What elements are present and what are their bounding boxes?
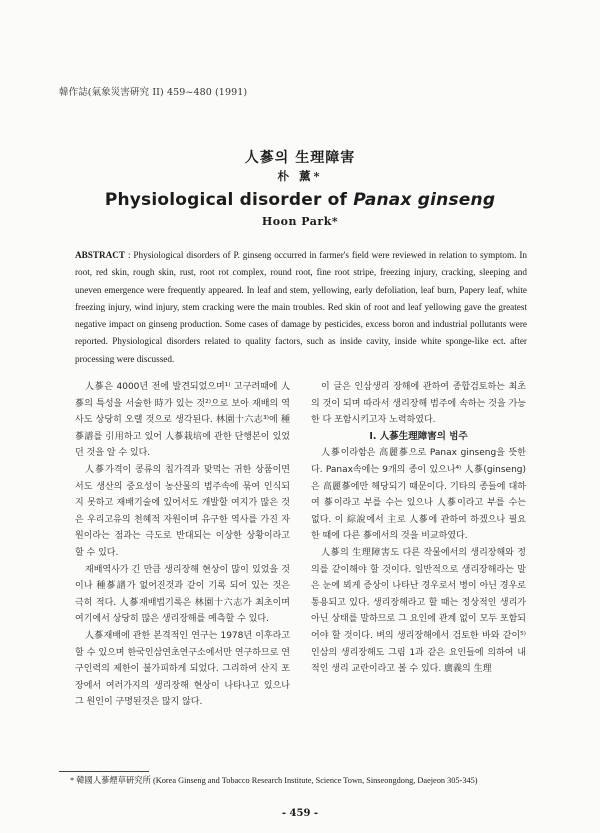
- section-heading: I. 人蔘生理障害의 범주: [369, 430, 468, 442]
- right-column: [311, 379, 526, 678]
- body-paragraph: 人蔘의 生理障害도 다른 작물에서의 생리장해와 정의를 같이해야 할 것이다. 일반적으로 생리장해라는 말은 눈에 뵈게 증상이 나타난 경우로서 병이 아닌 경우로 통용되고 있다. 생리장해라고 할 때는 정상적인 생리가 아닌 상태를 말하므로 그 요인에 관계 없이 모두 포함되어야 할 것이다. 벼의 생리장해에서 검토한 바와 같이⁵⁾ 인삼의 생리장해도 그림 1과 같은 요인들에 의하여 내적인 생리 교란이라고 볼 수 있다. 廣義의 生理: [311, 547, 526, 675]
- korean-author: 朴 薰*: [277, 169, 323, 183]
- english-title-prefix: Physiological disorder of: [104, 190, 354, 210]
- abstract-text: : Physiological disorders of P. ginseng occurred in farmer's field were reviewed in relation to symptom. In root, red skin, rough skin, rust, root rot complex, round root, fine root stripe, freezing injury, cracking, sleeping and uneven emergence were frequently appeared. In leaf and stem, yellowing, early defoliation, leaf burn, Papery leaf, white freezing injury, wind injury, stem cracking were the main troubles. Red skin of root and leaf yellowing gave the greatest negative impact on ginseng production. Some cases of damage by pesticides, excess boron and industrial pollutants were reported. Physiological disorders related to quality factors, such as inside cavity, inside white sponge-like ect. after processing were discussed.: [75, 250, 528, 364]
- body-paragraph: 人蔘재배에 관한 본격적인 연구는 1978년 이후라고 할 수 있으며 한국인삼연초연구소에서만 연구하므로 연구인력의 제한이 불가피하게 되었다. 그리하여 산지 포장에서 여러가지의 생리장해 현상이 나타나고 있으나 그 원인이 구명된것은 많지 않다.: [75, 630, 290, 708]
- english-title: [0, 190, 600, 210]
- page-number: - 459 -: [281, 808, 319, 819]
- body-paragraph: 人蔘이라함은 高麗蔘으로 Panax ginseng을 뜻한다. Panax속에는 9개의 종이 있으나⁴⁾ 人蔘(ginseng)은 高麗蔘에만 해당되기 때문이다. 기타의 종들에 대하여 蔘이라고 부를 수는 있으나 人蔘이라고 부를 수는 없다. 이 綜說에서 主로 人蔘에 관하여 하겠으나 필요한 때에 다른 蔘에서의 것을 비교하였다.: [311, 448, 526, 542]
- body-paragraph: 人蔘가격이 콩류의 칩가격과 맞먹는 귀한 상품이면서도 생산의 중요성이 농산물의 범주속에 묶여 인식되지 못하고 재배기술에 있어서도 개발할 여지가 많은 것은 우리고유의 천혜적 자원이며 유구한 역사를 가진 자원이라는 점과는 극도로 반대되는 이상한 상황이라고 할 수 있다.: [75, 464, 290, 558]
- english-title-species: Panax ginseng: [353, 190, 496, 210]
- footnote: * 韓國人蔘煙草硏究所 (Korea Ginseng and Tobacco Research Institute, Science Town, Sinseongdong, Daejeon 305-345): [70, 776, 478, 785]
- footnote-divider: [59, 771, 149, 772]
- korean-title: 人蔘의 生理障害: [244, 150, 356, 166]
- body-paragraph: 人蔘은 4000년 전에 발견되었으며¹⁾ 고구려때에 人蔘의 특성을 서술한 時가 있는 것²⁾으로 보아 재배의 역사도 상당히 오랠 것으로 생각된다. 林園十六志³⁾에 種蔘譜를 引用하고 있어 人蔘栽培에 관한 단행본이 있었던 것을 알 수 있다.: [75, 382, 290, 459]
- body-paragraph: 이 글은 인삼생리 장해에 관하여 종합검토하는 최초의 것이 되며 따라서 생리장해 범주에 속하는 것을 가능한 다 포함시키고자 노력하였다.: [311, 382, 526, 426]
- abstract: [75, 247, 527, 368]
- english-author: Hoon Park*: [261, 215, 339, 228]
- abstract-label: ABSTRACT: [75, 250, 126, 260]
- journal-reference: 韓作誌(氣象災害硏究 II) 459~480 (1991): [59, 87, 248, 98]
- body-paragraph: 재배역사가 긴 만큼 생리장해 현상이 많이 있었을 것이나 種蔘譜가 없어진것과 같이 기록 되어 있는 것은 극히 적다. 人蔘재배법기록은 林園十六志가 최초이며 여기에서 상당히 많은 생리장해를 예측할 수 있다.: [75, 564, 290, 625]
- left-column: [75, 379, 290, 711]
